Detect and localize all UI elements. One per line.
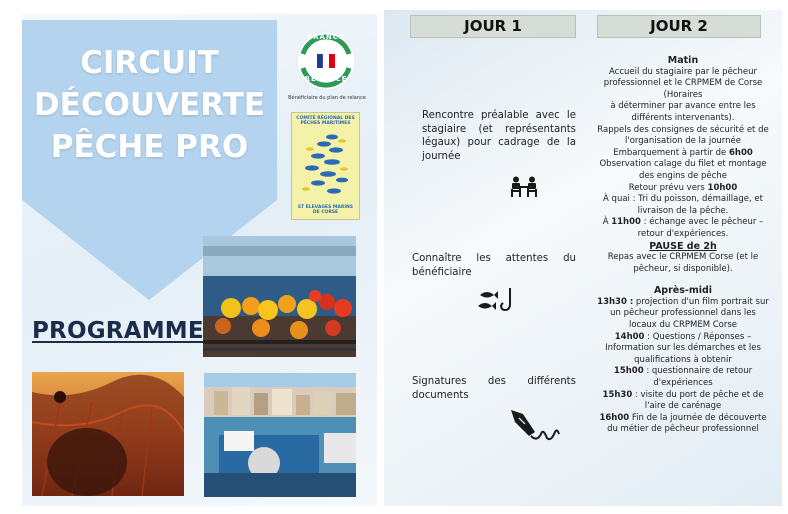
matin-retour xyxy=(597,183,769,195)
echange-label: : échange avec le pêcheur – retour d'expériences. xyxy=(637,217,764,239)
pen-signature-icon xyxy=(509,408,561,448)
programme-heading: PROGRAMME xyxy=(32,318,204,344)
echange-time: 11h00 xyxy=(611,217,641,228)
buoys-photo xyxy=(203,236,356,357)
matin-echange xyxy=(597,217,769,240)
embarquement-time: 6h00 xyxy=(728,147,753,158)
embarquement-label: Embarquement à partir de xyxy=(613,147,729,158)
crpmem-logo-top-text: COMITÉ RÉGIONAL DES PÊCHES MARITIMES xyxy=(296,116,355,126)
retour-time: 10h00 xyxy=(707,182,738,193)
fin-label: Fin de la journée de découverte du métier de pêcheur professionnel xyxy=(607,412,767,435)
matin-embarquement xyxy=(597,148,769,160)
beneficiaire-caption: Bénéficiaire du plan de relance xyxy=(288,95,366,101)
apres-fin xyxy=(597,413,769,436)
crpmem-logo-bottom-line-2: DE CORSE xyxy=(312,210,339,215)
france-logo-bottom-text: RELANCE xyxy=(304,75,348,83)
film-time: 13h30 : xyxy=(597,296,634,307)
apres-questions xyxy=(597,332,769,367)
matin-quai: À quai : Tri du poisson, démaillage, et livraison de la pêche. xyxy=(603,194,763,216)
questionnaire-label: : questionnaire de retour d'expériences xyxy=(643,366,753,389)
jour2-header: JOUR 2 xyxy=(597,15,761,38)
crpmem-logo-bottom-line-1: ET ÉLEVAGES MARINS xyxy=(297,205,354,210)
jour1-item-2: Connaître les attentes du bénéficiaire xyxy=(412,253,576,278)
jour1-item-1: Rencontre préalable avec le stagiaire (et représentants légaux) pour cadrage de la journée xyxy=(422,110,576,162)
fish-hook-icon xyxy=(476,286,518,318)
apres-questionnaire xyxy=(597,366,769,389)
crpmem-logo xyxy=(291,112,360,220)
title-line-1: CIRCUIT xyxy=(80,45,219,81)
pause-repas: Repas avec le CRPMEM Corse (et le pêcheur, si disponible). xyxy=(607,252,759,274)
jour2-schedule xyxy=(597,55,769,436)
questions-time: 14h00 xyxy=(614,331,645,342)
retour-label: Retour prévu vers xyxy=(628,182,708,193)
questionnaire-time: 15h00 xyxy=(613,366,644,377)
questions-label: : Questions / Réponses – Information sur les démarches et les qualifications à obtenir xyxy=(605,331,761,365)
fisherman-nets-photo xyxy=(32,372,184,496)
cover-title xyxy=(22,42,277,168)
apres-midi-title: Après-midi xyxy=(653,285,713,297)
matin-consignes: Rappels des consignes de sécurité et de l'organisation de la journée xyxy=(597,124,769,147)
matin-accueil: Accueil du stagiaire par le pêcheur professionnel et le CRPMEM de Corse (Horaires xyxy=(603,66,763,100)
title-line-3: PÊCHE PRO xyxy=(50,129,249,165)
pause-text: PAUSE de 2h xyxy=(649,240,717,252)
visite-time: 15h30 xyxy=(602,389,633,400)
matin-observation: Observation calage du filet et montage des engins de pêche xyxy=(599,159,767,181)
pause-title xyxy=(597,241,769,253)
matin-horaires: à déterminer par avance entre les différents intervenants). xyxy=(610,101,756,123)
jour1-header: JOUR 1 xyxy=(410,15,576,38)
apres-visite xyxy=(597,390,769,413)
visite-label: : visite du port de pêche et de l'aire de carénage xyxy=(632,389,764,412)
meeting-icon xyxy=(509,176,539,202)
title-line-2: DÉCOUVERTE xyxy=(33,87,266,123)
echange-prefix: À xyxy=(602,217,612,228)
fish-school-icon xyxy=(298,131,354,197)
jour1-item-3: Signatures des différents documents xyxy=(412,376,576,401)
apres-film xyxy=(597,297,769,332)
fin-time: 16h00 xyxy=(599,412,630,423)
matin-title: Matin xyxy=(667,55,699,66)
france-logo-top-text: FRANCE xyxy=(307,33,345,41)
film-label: projection d'un film portrait sur un pêcheur professionnel dans les locaux du CRPMEM Corse xyxy=(610,296,769,331)
harbor-photo xyxy=(204,373,356,497)
